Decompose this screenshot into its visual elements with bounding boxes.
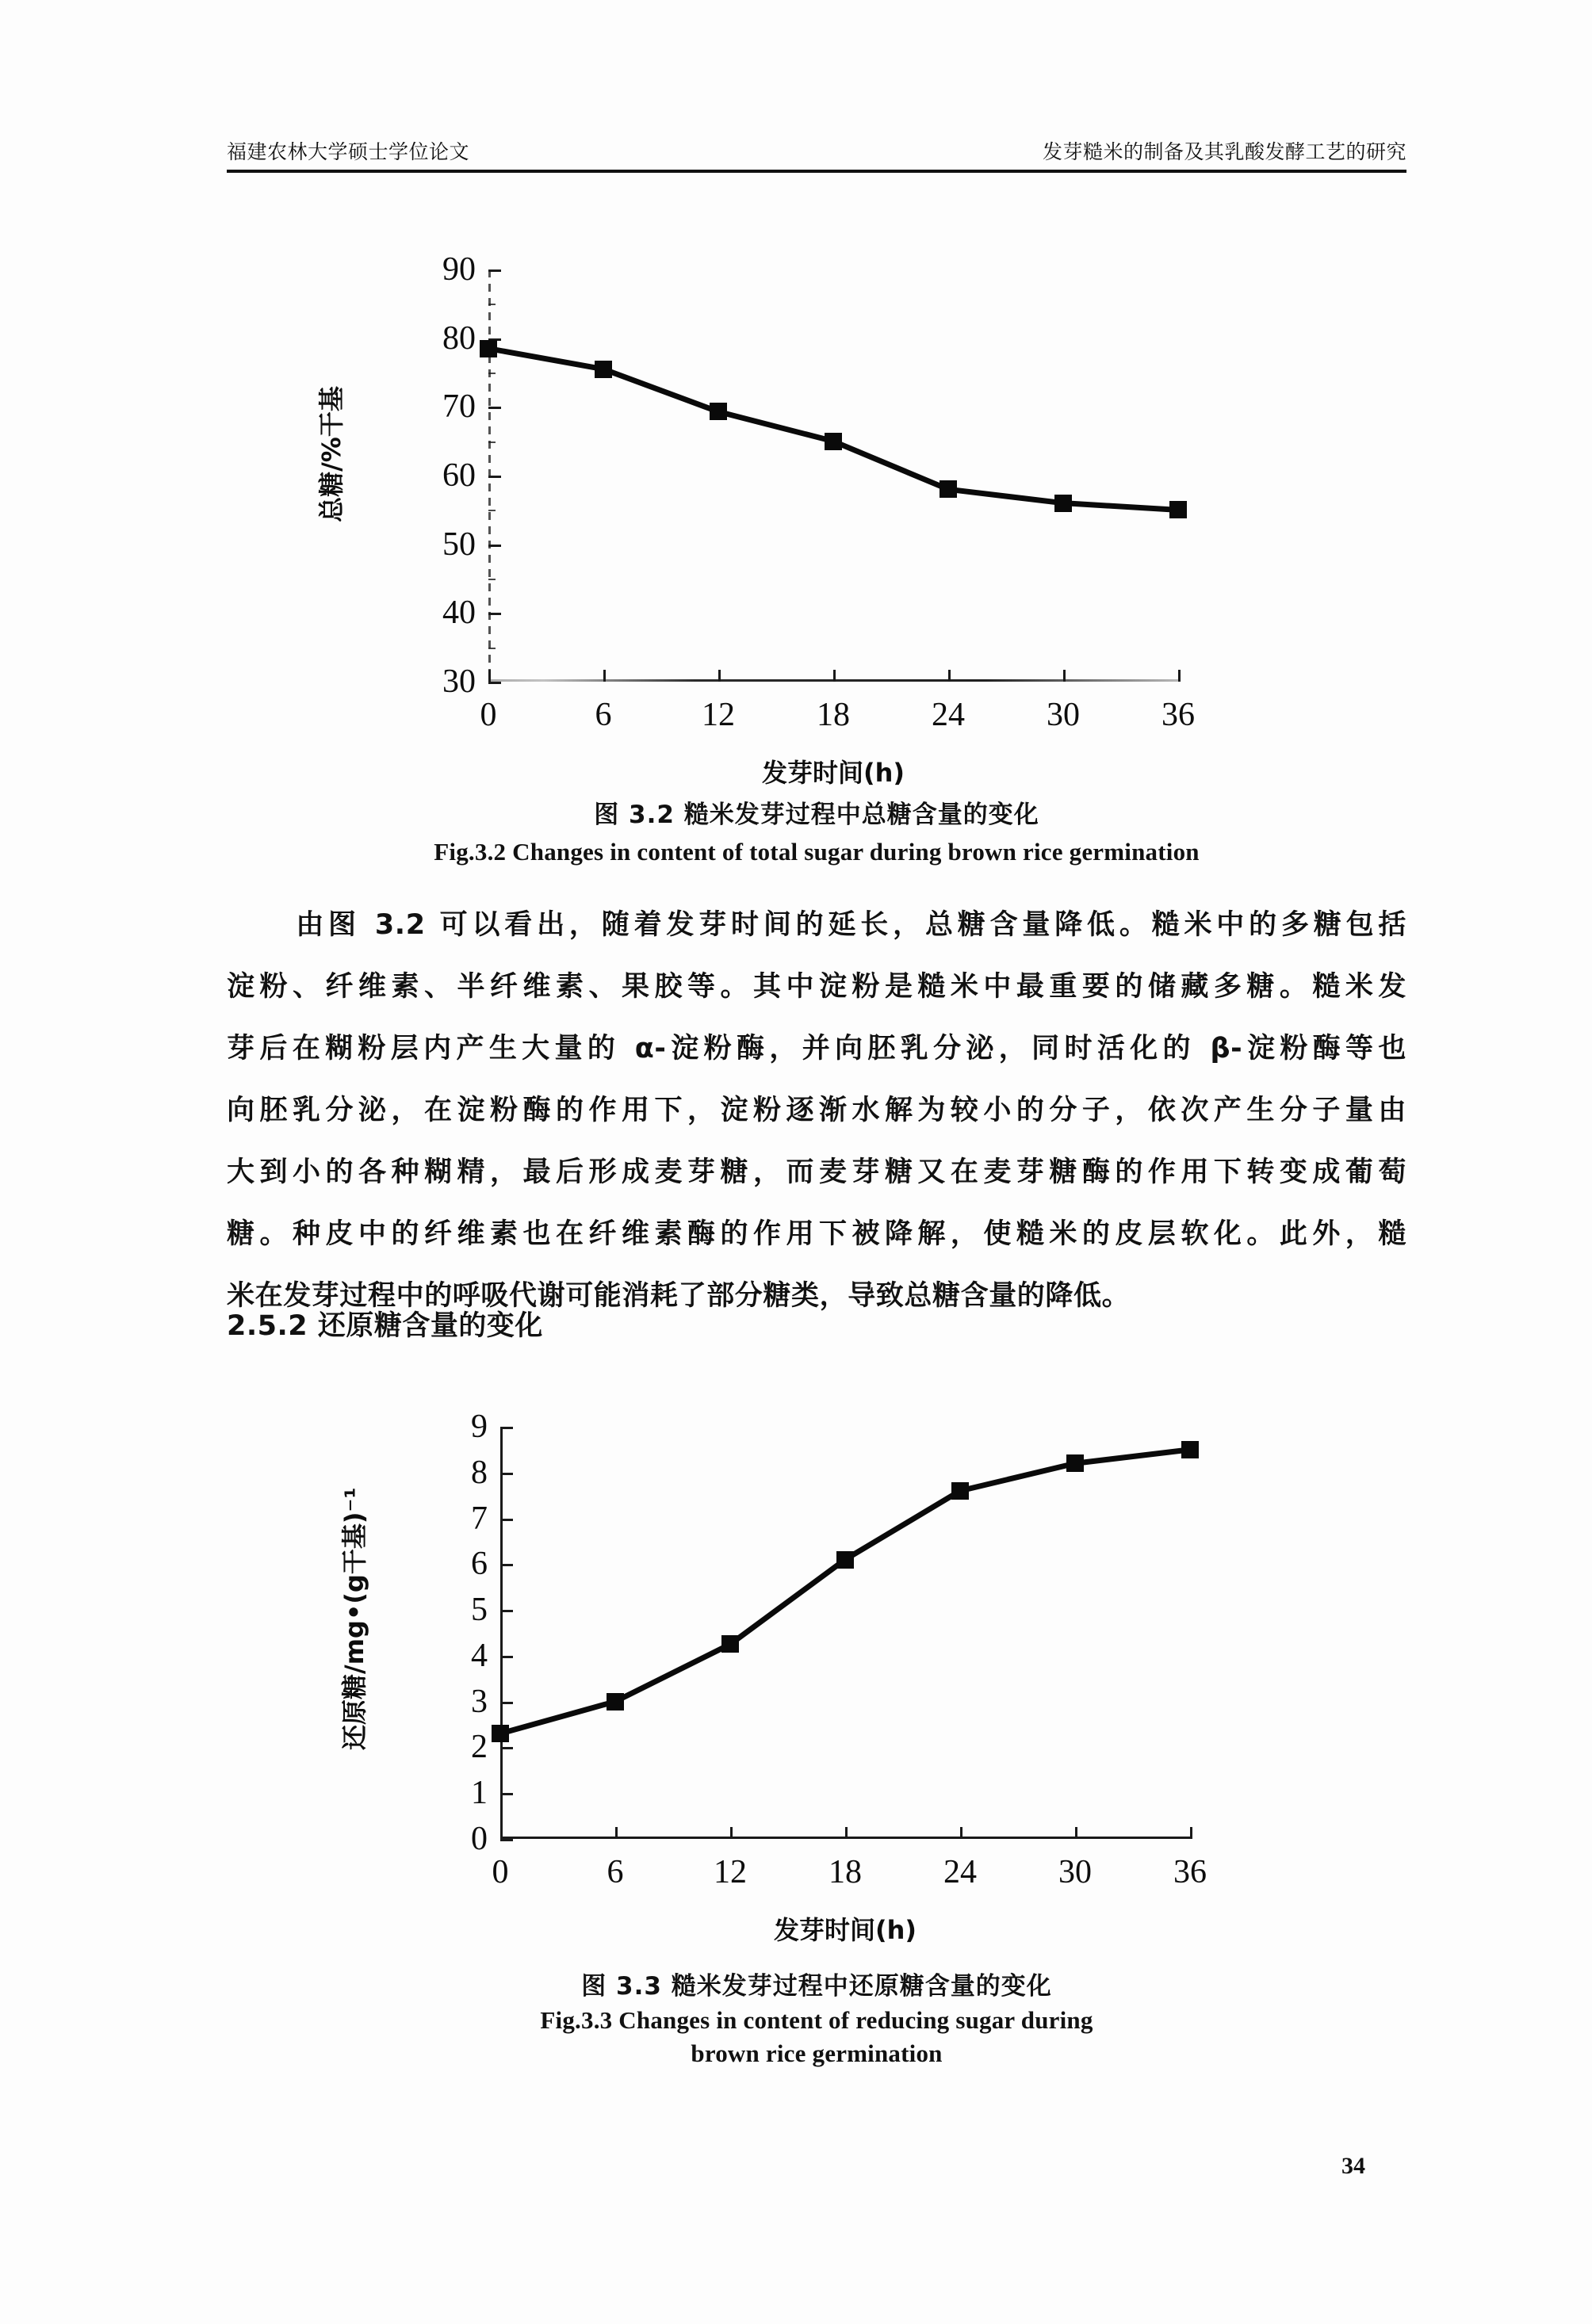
chart1-y-tick — [488, 407, 501, 409]
chart2-y-tick — [500, 1656, 513, 1658]
chart2-data-point — [492, 1725, 509, 1742]
chart2-x-tick-label: 18 — [829, 1854, 862, 1890]
figure-3-2-caption-cn: 图 3.2 糙米发芽过程中总糖含量的变化 — [594, 801, 1039, 829]
chart1-y-tick-label: 50 — [442, 526, 476, 563]
chart2-data-point — [951, 1482, 969, 1500]
chart1-x-tick-label: 36 — [1161, 697, 1195, 733]
chart2-x-tick-label: 6 — [607, 1854, 624, 1890]
paragraph-line-6: 糖。种皮中的纤维素也在纤维素酶的作用下被降解，使糙米的皮层软化。此外，糙 — [227, 1218, 1406, 1250]
paragraph-line-2: 淀粉、纤维素、半纤维素、果胶等。其中淀粉是糙米中最重要的储藏多糖。糙米发 — [227, 971, 1406, 1003]
paragraph-line-3: 芽后在糊粉层内产生大量的 α-淀粉酶，并向胚乳分泌，同时活化的 β-淀粉酶等也 — [227, 1033, 1406, 1065]
chart2-x-tick-label: 24 — [943, 1854, 977, 1890]
chart1-x-tick — [603, 670, 606, 682]
chart1-x-tick-label: 30 — [1047, 697, 1080, 733]
chart2-y-tick — [500, 1793, 513, 1795]
header-left-title: 福建农林大学硕士学位论文 — [227, 140, 470, 163]
chart1-data-point — [595, 361, 612, 378]
chart1-x-tick — [833, 670, 836, 682]
chart1-series-line — [488, 269, 1178, 682]
chart1-data-point — [480, 340, 497, 357]
chart2-x-tick — [960, 1827, 962, 1839]
chart2-y-tick-label: 2 — [471, 1729, 488, 1766]
figure-3-2-caption-en: Fig.3.2 Changes in content of total sugar during brown rice germination — [434, 838, 1200, 866]
chart1-y-tick — [488, 269, 501, 272]
chart1-data-point — [1169, 501, 1187, 518]
chart1-y-tick-label: 30 — [442, 663, 476, 700]
chart1-y-axis-title: 总糖/%干基 — [316, 386, 346, 522]
chart2-x-axis-title: 发芽时间(h) — [773, 1915, 917, 1945]
chart1-x-axis-title: 发芽时间(h) — [761, 758, 905, 788]
chart2-plot-area — [471, 1409, 1207, 1890]
paragraph-line-4: 向胚乳分泌，在淀粉酶的作用下，淀粉逐渐水解为较小的分子，依次产生分子量由 — [227, 1095, 1406, 1126]
chart2-x-tick — [1190, 1827, 1192, 1839]
figure-3-2 — [227, 238, 1406, 793]
chart1-y-tick-label: 70 — [442, 388, 476, 426]
chart1-y-tick-label: 80 — [442, 319, 476, 357]
chart2-y-tick — [500, 1427, 513, 1429]
chart2-y-tick-label: 0 — [471, 1821, 488, 1857]
chart1-x-tick-label: 12 — [702, 697, 735, 733]
chart2-y-tick-label: 6 — [471, 1546, 488, 1583]
chart2-y-tick — [500, 1702, 513, 1704]
chart1-data-point — [825, 433, 842, 450]
chart2-y-tick-label: 9 — [471, 1409, 488, 1445]
chart2-x-tick — [1075, 1827, 1077, 1839]
figure-3-3-caption-en-line2: brown rice germination — [691, 2039, 943, 2067]
section-heading-2-5-2: 2.5.2 还原糖含量的变化 — [227, 1310, 543, 1342]
chart2-y-tick-label: 7 — [471, 1500, 488, 1537]
header-right-title: 发芽糙米的制备及其乳酸发酵工艺的研究 — [1042, 140, 1406, 163]
chart2-data-point — [1066, 1454, 1084, 1472]
chart2-y-tick-label: 5 — [471, 1592, 488, 1629]
chart1-plot-area — [442, 251, 1195, 733]
figure-3-2-caption — [227, 794, 1406, 866]
chart1-x-tick — [718, 670, 721, 682]
figure-3-3-caption-cn: 图 3.3 糙米发芽过程中还原糖含量的变化 — [581, 1972, 1052, 2001]
chart2-y-tick-label: 4 — [471, 1637, 488, 1674]
chart1-y-minor-tick — [488, 648, 496, 649]
chart2-y-axis-title: 还原糖/mg•(g干基)⁻¹ — [339, 1487, 369, 1750]
chart1-y-minor-tick — [488, 579, 496, 580]
chart1-y-tick-label: 40 — [442, 594, 476, 632]
chart1-y-minor-tick — [488, 373, 496, 374]
chart1-x-tick-label: 6 — [595, 697, 612, 733]
paragraph-line-5: 大到小的各种糊精，最后形成麦芽糖，而麦芽糖又在麦芽糖酶的作用下转变成葡萄 — [227, 1156, 1406, 1188]
chart2-y-tick — [500, 1747, 513, 1749]
chart1-data-point — [1054, 495, 1072, 512]
chart1-x-tick-label: 24 — [932, 697, 965, 733]
chart2-x-tick-label: 36 — [1173, 1854, 1207, 1890]
page-number: 34 — [1341, 2153, 1365, 2179]
chart1-data-point — [940, 480, 957, 498]
chart2-x-tick — [615, 1827, 618, 1839]
chart1-y-tick — [488, 682, 501, 684]
chart2-x-tick — [500, 1827, 503, 1839]
chart1-x-tick — [488, 670, 491, 682]
chart2-data-point — [836, 1551, 854, 1569]
chart2-y-tick-label: 8 — [471, 1454, 488, 1491]
chart2-data-point — [1181, 1441, 1199, 1458]
chart1-y-minor-tick — [488, 441, 496, 443]
chart2-x-tick — [730, 1827, 733, 1839]
chart1-x-tick-label: 0 — [480, 697, 497, 733]
chart2-y-tick-label: 1 — [471, 1775, 488, 1812]
chart2-y-tick — [500, 1564, 513, 1566]
chart2-y-tick — [500, 1473, 513, 1475]
chart2-data-point — [721, 1635, 739, 1653]
chart1-y-tick — [488, 545, 501, 547]
chart2-y-tick — [500, 1610, 513, 1612]
chart2-x-tick-label: 12 — [714, 1854, 747, 1890]
chart1-y-tick-label: 60 — [442, 457, 476, 494]
body-paragraph — [227, 894, 1406, 1327]
figure-3-3-caption — [227, 1966, 1406, 2068]
chart1-x-tick — [1178, 670, 1181, 682]
chart2-x-tick — [845, 1827, 848, 1839]
chart1-data-point — [710, 403, 727, 420]
chart2-y-tick — [500, 1839, 513, 1841]
chart1-x-tick-label: 18 — [817, 697, 850, 733]
figure-3-3 — [227, 1403, 1406, 1945]
chart2-y-tick — [500, 1519, 513, 1521]
chart1-y-minor-tick — [488, 304, 496, 305]
paragraph-line-7: 米在发芽过程中的呼吸代谢可能消耗了部分糖类，导致总糖含量的降低。 — [227, 1280, 1131, 1312]
chart1-x-tick — [1063, 670, 1066, 682]
chart2-x-tick-label: 30 — [1058, 1854, 1092, 1890]
chart1-y-minor-tick — [488, 510, 496, 511]
header-divider — [227, 170, 1406, 173]
chart1-y-tick — [488, 476, 501, 478]
chart2-y-tick-label: 3 — [471, 1683, 488, 1720]
chart1-y-tick — [488, 613, 501, 615]
figure-3-3-caption-en-line1: Fig.3.3 Changes in content of reducing sugar during — [540, 2006, 1093, 2034]
chart2-data-point — [607, 1693, 624, 1711]
chart2-series-line — [500, 1427, 1190, 1839]
chart1-x-tick — [948, 670, 951, 682]
paragraph-line-1 — [227, 894, 1406, 956]
chart2-x-tick-label: 0 — [492, 1854, 509, 1890]
running-header — [227, 136, 1406, 165]
chart1-y-tick-label: 90 — [442, 251, 476, 288]
paragraph-line-1-text: 由图 3.2 可以看出，随着发芽时间的延长，总糖含量降低。糙米中的多糖包括 — [292, 909, 1406, 941]
